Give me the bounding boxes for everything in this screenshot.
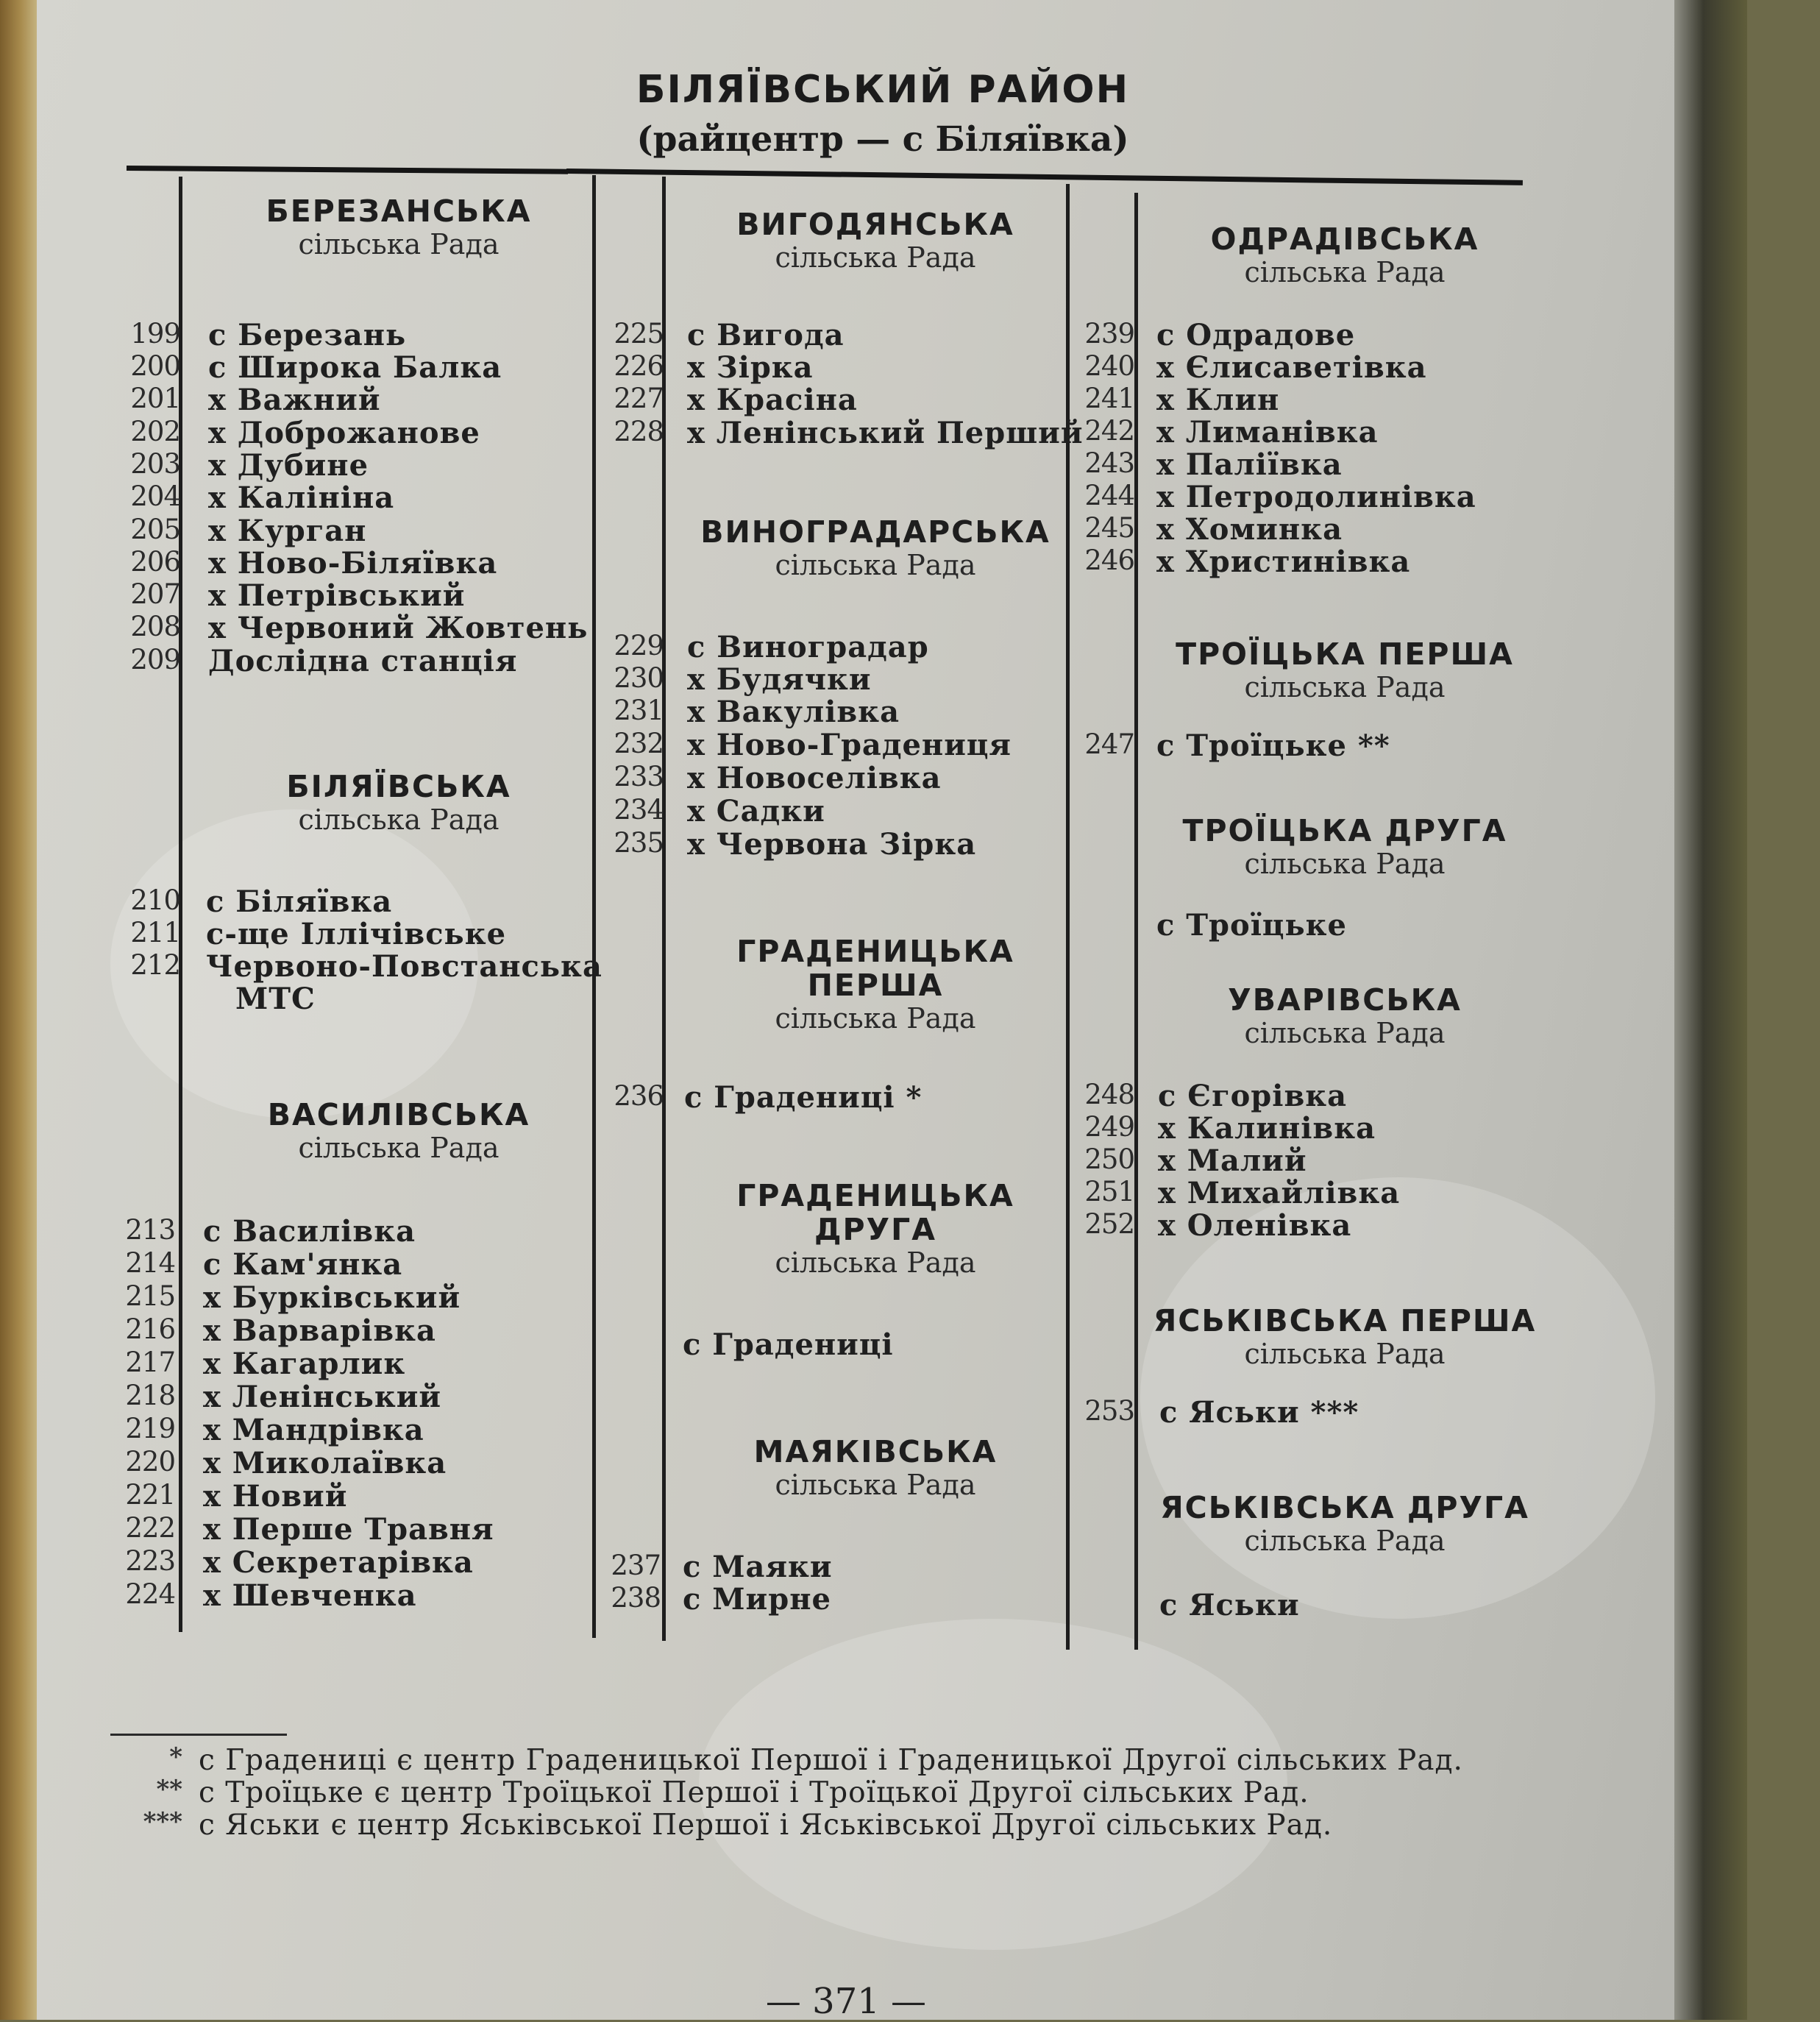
settlement-name: Червоно-Повстанська [206, 949, 602, 984]
settlement-name: МТС [235, 982, 316, 1016]
column-rule-4 [1066, 184, 1070, 1650]
council-name: ВИГОДЯНСЬКА [736, 207, 1014, 242]
council-name: БІЛЯЇВСЬКА [286, 769, 511, 804]
entry-number: 230 [614, 662, 664, 694]
council-header [193, 770, 605, 836]
settlement-name: х Калинівка [1158, 1111, 1376, 1146]
council-header [1139, 637, 1551, 703]
settlement-name: с Яськи *** [1159, 1395, 1359, 1430]
entry-number: 211 [130, 917, 180, 948]
settlement-name: х Красіна [687, 383, 858, 417]
entry-number: 242 [1084, 415, 1134, 447]
settlement-name: х Єлисаветівка [1156, 350, 1427, 385]
settlement-name: х Лиманівка [1156, 415, 1379, 450]
entry-number: 251 [1084, 1176, 1134, 1207]
footnote-marker: ** [156, 1775, 182, 1804]
settlement-name: с Виноградар [687, 630, 929, 664]
footnote-marker: *** [143, 1807, 182, 1837]
entry-number: 207 [130, 578, 180, 610]
settlement-name: с-ще Іллічівське [206, 917, 507, 951]
entry-number: 249 [1084, 1111, 1134, 1143]
settlement-name: с Маяки [683, 1550, 833, 1584]
settlement-name: с Градениці * [684, 1080, 923, 1115]
settlement-name: с Троїцьке [1156, 908, 1347, 943]
settlement-name: х Ленінський Перший [687, 416, 1084, 450]
council-name-line2: ПЕРША [807, 968, 944, 1003]
settlement-name: х Шевченка [203, 1578, 417, 1613]
entry-number: 200 [130, 350, 180, 382]
entry-number: 201 [130, 383, 180, 414]
council-subtitle: сільська Рада [298, 1132, 500, 1164]
council-name: ТРОЇЦЬКА ДРУГА [1182, 813, 1507, 848]
council-name: ОДРАДІВСЬКА [1210, 221, 1479, 257]
settlement-name: с Широка Балка [208, 350, 502, 385]
entry-number: 199 [130, 318, 180, 350]
entry-number: 250 [1084, 1143, 1134, 1175]
entry-number: 218 [125, 1380, 175, 1411]
entry-number: 247 [1084, 728, 1134, 760]
book-edge-left [0, 0, 37, 2020]
council-subtitle: сільська Рада [775, 549, 976, 581]
entry-number: 222 [125, 1512, 175, 1544]
settlement-name: х Ново-Градениця [687, 728, 1012, 762]
settlement-name: х Новий [203, 1479, 348, 1514]
settlement-name: х Кагарлик [203, 1347, 406, 1381]
settlement-name: х Петродолинівка [1156, 480, 1476, 514]
settlement-name: с Градениці [683, 1327, 894, 1362]
council-name: ВАСИЛІВСЬКА [267, 1097, 530, 1132]
settlement-name: с Кам'янка [203, 1247, 403, 1282]
entry-number: 233 [614, 761, 664, 792]
entry-number: 215 [125, 1280, 175, 1312]
entry-number: 239 [1084, 318, 1134, 350]
settlement-name: х Хоминка [1156, 512, 1343, 547]
settlement-name: х Курган [208, 514, 367, 548]
council-name: ВИНОГРАДАРСЬКА [700, 514, 1051, 550]
entry-number: 232 [614, 728, 664, 759]
settlement-name: х Клин [1156, 383, 1280, 417]
settlement-name: х Новоселівка [687, 761, 942, 795]
settlement-name: х Ленінський [203, 1380, 442, 1414]
district-subtitle: (райцентр — с Біляївка) [636, 119, 1129, 160]
settlement-name: х Червоний Жовтень [208, 611, 589, 645]
entry-number: 217 [125, 1347, 175, 1378]
settlement-name: с Василівка [203, 1214, 416, 1249]
entry-number: 224 [125, 1578, 175, 1610]
council-name: ГРАДЕНИЦЬКА [736, 1178, 1014, 1213]
settlement-name: с Мирне [683, 1582, 831, 1617]
column-rule-2 [592, 175, 596, 1638]
council-name: БЕРЕЗАНСЬКА [266, 194, 532, 229]
settlement-name: х Варварівка [203, 1313, 436, 1348]
entry-number: 252 [1084, 1208, 1134, 1240]
council-subtitle: сільська Рада [1244, 1017, 1446, 1049]
footnote-rule [110, 1734, 287, 1736]
entry-number: 228 [614, 416, 664, 447]
council-name-line2: ДРУГА [814, 1212, 937, 1247]
settlement-name: х Малий [1158, 1143, 1307, 1178]
column-rule-5 [1134, 193, 1138, 1650]
council-header [1139, 1304, 1551, 1370]
council-header [1139, 1491, 1551, 1557]
entry-number: 213 [125, 1214, 175, 1246]
footnote-text: с Градениці є центр Граденицької Першої і Граденицької Другої сільських Рад. [199, 1744, 1463, 1777]
settlement-name: х Миколаївка [203, 1446, 447, 1480]
settlement-name: х Ново-Біляївка [208, 546, 498, 581]
entry-number: 205 [130, 514, 180, 545]
council-header [1139, 814, 1551, 880]
council-subtitle: сільська Рада [298, 804, 500, 836]
council-header [1139, 983, 1551, 1049]
entry-number: 235 [614, 827, 664, 859]
settlement-name: х Вакулівка [687, 695, 900, 729]
settlement-name: с Яськи [1159, 1588, 1300, 1622]
settlement-name: х Важний [208, 383, 381, 417]
entry-number: 202 [130, 416, 180, 447]
entry-number: 236 [614, 1080, 664, 1112]
council-header [669, 207, 1081, 274]
settlement-name: х Бурківський [203, 1280, 461, 1315]
settlement-name: х Червона Зірка [687, 827, 977, 862]
council-name: МАЯКІВСЬКА [753, 1434, 998, 1469]
entry-number: 238 [611, 1582, 661, 1614]
settlement-name: Дослідна станція [208, 644, 518, 678]
council-subtitle: сільська Рада [775, 241, 976, 274]
entry-number: 212 [130, 949, 180, 981]
settlement-name: х Садки [687, 794, 825, 829]
entry-number: 245 [1084, 512, 1134, 544]
entry-number: 241 [1084, 383, 1134, 414]
council-subtitle: сільська Рада [1244, 671, 1446, 703]
entry-number: 203 [130, 448, 180, 480]
settlement-name: с Єгорівка [1158, 1079, 1348, 1113]
entry-number: 220 [125, 1446, 175, 1478]
entry-number: 219 [125, 1413, 175, 1444]
settlement-name: х Оленівка [1158, 1208, 1352, 1243]
council-name: ЯСЬКІВСЬКА ПЕРША [1153, 1303, 1537, 1338]
council-name: УВАРІВСЬКА [1228, 982, 1462, 1018]
council-header [669, 1179, 1081, 1279]
entry-number: 210 [130, 884, 180, 916]
settlement-name: х Дубине [208, 448, 369, 483]
settlement-name: х Петрівський [208, 578, 466, 613]
council-header [193, 1098, 605, 1164]
entry-number: 229 [614, 630, 664, 661]
settlement-name: х Паліївка [1156, 447, 1343, 482]
footnote-text: с Троїцьке є центр Троїцької Першої і Троїцької Другої сільських Рад. [199, 1776, 1309, 1809]
entry-number: 234 [614, 794, 664, 826]
settlement-name: х Секретарівка [203, 1545, 474, 1580]
settlement-name: с Троїцьке ** [1156, 728, 1390, 763]
settlement-name: х Будячки [687, 662, 872, 697]
entry-number: 227 [614, 383, 664, 414]
council-subtitle: сільська Рада [1244, 256, 1446, 288]
entry-number: 226 [614, 350, 664, 382]
council-subtitle: сільська Рада [1244, 1525, 1446, 1557]
entry-number: 216 [125, 1313, 175, 1345]
entry-number: 206 [130, 546, 180, 578]
entry-number: 208 [130, 611, 180, 642]
district-title: БІЛЯЇВСЬКИЙ РАЙОН [636, 68, 1130, 112]
entry-number: 214 [125, 1247, 175, 1279]
entry-number: 221 [125, 1479, 175, 1511]
settlement-name: х Мандрівка [203, 1413, 424, 1447]
settlement-name: с Вигода [687, 318, 845, 352]
council-subtitle: сільська Рада [298, 228, 500, 260]
council-header [1139, 222, 1551, 288]
settlement-name: х Калініна [208, 480, 395, 515]
council-subtitle: сільська Рада [1244, 848, 1446, 880]
settlement-name: с Біляївка [206, 884, 393, 919]
entry-number: 248 [1084, 1079, 1134, 1110]
entry-number: 209 [130, 644, 180, 675]
council-header [669, 515, 1081, 581]
entry-number: 223 [125, 1545, 175, 1577]
council-subtitle: сільська Рада [1244, 1338, 1446, 1370]
settlement-name: х Михайлівка [1158, 1176, 1401, 1210]
council-subtitle: сільська Рада [775, 1002, 976, 1035]
council-header [193, 194, 605, 260]
settlement-name: с Березань [208, 318, 407, 352]
settlement-name: х Христинівка [1156, 544, 1411, 579]
entry-number: 204 [130, 480, 180, 512]
book-gutter [1674, 0, 1747, 2020]
entry-number: 246 [1084, 544, 1134, 576]
entry-number: 225 [614, 318, 664, 350]
entry-number: 240 [1084, 350, 1134, 382]
council-subtitle: сільська Рада [775, 1246, 976, 1279]
settlement-name: х Зірка [687, 350, 814, 385]
footnote-marker: * [169, 1742, 182, 1772]
entry-number: 253 [1084, 1395, 1134, 1427]
entry-number: 237 [611, 1550, 661, 1581]
entry-number: 243 [1084, 447, 1134, 479]
council-name: ТРОЇЦЬКА ПЕРША [1176, 636, 1514, 672]
page-number: — 371 — [765, 1981, 927, 2022]
settlement-name: с Одрадове [1156, 318, 1356, 352]
settlement-name: х Доброжанове [208, 416, 480, 450]
entry-number: 244 [1084, 480, 1134, 511]
council-name: ГРАДЕНИЦЬКА [736, 934, 1014, 969]
council-name: ЯСЬКІВСЬКА ДРУГА [1160, 1490, 1529, 1525]
council-header [669, 934, 1081, 1035]
footnote-text: с Яськи є центр Яськівської Першої і Яськівської Другої сільських Рад. [199, 1809, 1333, 1842]
entry-number: 231 [614, 695, 664, 726]
council-subtitle: сільська Рада [775, 1469, 976, 1501]
council-header [669, 1435, 1081, 1501]
settlement-name: х Перше Травня [203, 1512, 494, 1547]
